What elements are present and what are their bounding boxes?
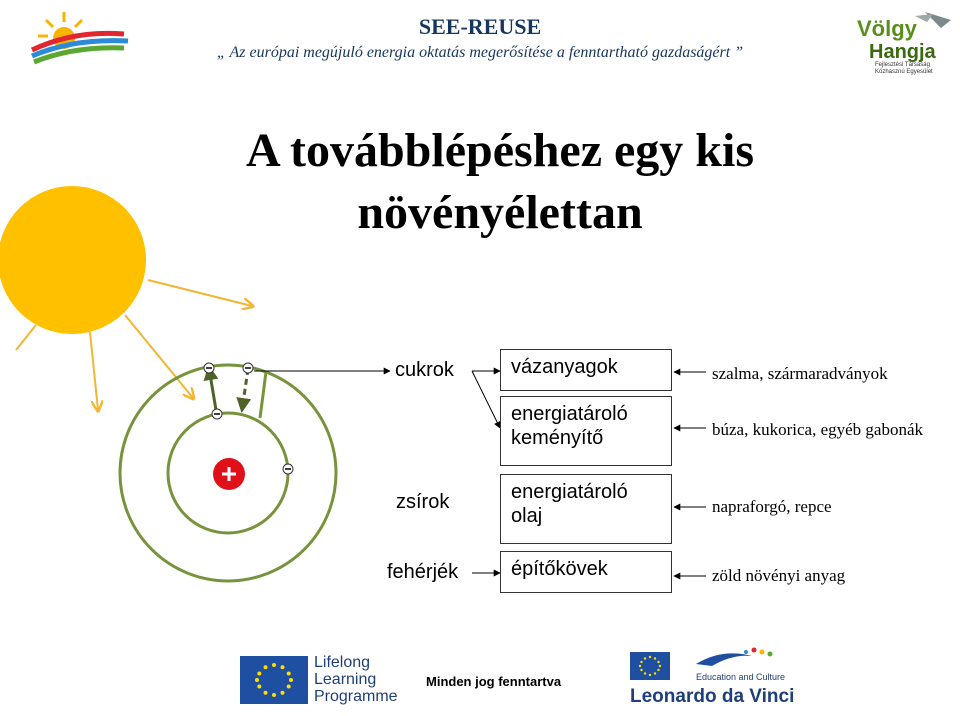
role-line: olaj (511, 505, 543, 527)
nutrient-label-feherjek: fehérjék (387, 561, 459, 583)
header-title: SEE-REUSE (418, 14, 542, 39)
leonardo-label: Leonardo da Vinci (630, 686, 795, 707)
source-label: búza, kukorica, egyéb gabonák (712, 420, 923, 439)
logo-volgy-word: Völgy (857, 16, 917, 41)
logo-hangja-word: Hangja (869, 41, 936, 63)
sun-ray (148, 280, 252, 306)
role-line: energiatároló (511, 481, 628, 503)
source-label: napraforgó, repce (712, 497, 832, 516)
electron-icon (283, 464, 293, 474)
source-label: szalma, szármaradványok (712, 364, 888, 383)
sun-ray (90, 332, 98, 410)
role-box-vazanyagok (500, 349, 672, 391)
llp-line: Programme (314, 688, 398, 705)
electron-icon (243, 363, 253, 373)
llp-line: Learning (314, 671, 377, 688)
electron-icon (204, 363, 214, 373)
electron-arrow-solid (209, 368, 216, 410)
sun-ray (125, 315, 193, 398)
nutrient-label-cukrok: cukrok (395, 359, 454, 381)
logo-org-line2: Közhasznú Egyesület (875, 69, 933, 75)
sun-ray (16, 325, 36, 350)
electron-arrow-dashed (242, 369, 248, 410)
nucleus-icon (213, 458, 245, 490)
role-line: építőkövek (511, 558, 608, 580)
arrow-cukrok-to-energiatarolo (472, 371, 500, 428)
role-box-epitokovek (500, 551, 672, 593)
electron-icon (212, 409, 222, 419)
source-label: zöld növényi anyag (712, 566, 846, 585)
logo-org-line1: Fejlesztési Társaság (875, 62, 930, 68)
electron-arrow-solid-right (260, 372, 266, 418)
role-box-energiatarolo-olaj (500, 474, 672, 544)
role-line: keményítő (511, 427, 604, 449)
nutrient-label-zsirok: zsírok (396, 491, 450, 513)
education-culture-label: Education and Culture (696, 672, 786, 682)
llp-line: Lifelong (314, 654, 371, 671)
role-line: energiatároló (511, 403, 628, 425)
slide-title-line2: növényélettan (357, 186, 643, 239)
slide-title-line1: A továbblépéshez egy kis (245, 124, 755, 177)
llp-logo-text (314, 654, 398, 705)
role-box-energiatarolo-kemenyito (500, 396, 672, 466)
education-culture-swoosh-icon (692, 644, 782, 672)
eu-flag-icon (240, 656, 308, 704)
role-line: vázanyagok (511, 356, 618, 378)
header-subtitle: „ Az európai megújuló energia oktatás megerősítése a fenntartható gazdaságért ” (216, 44, 744, 61)
sun-icon (0, 186, 146, 334)
eu-flag-small-icon (630, 652, 670, 680)
rights-text: Minden jog fenntartva (426, 674, 562, 689)
